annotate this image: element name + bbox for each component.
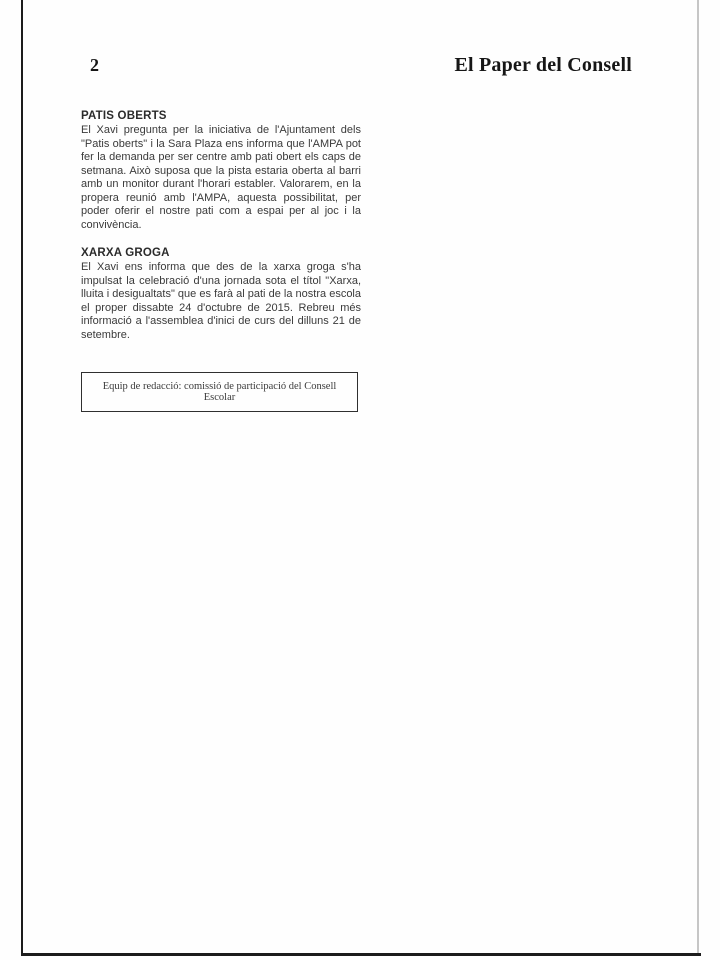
article-column: [81, 110, 361, 412]
page-title: El Paper del Consell: [454, 54, 632, 76]
page-number: 2: [90, 55, 99, 75]
article-patis-oberts: [81, 110, 361, 232]
article-xarxa-groga: [81, 247, 361, 342]
editorial-credit-box: [81, 372, 358, 412]
article-body: El Xavi ens informa que des de la xarxa groga s'ha impulsat la celebració d'una jornada sota el títol "Xarxa, lluita i desigualtats" que es farà al pati de la nostra escola el proper dissabte 24 d'octubre de 2015. Rebreu més informació a l'assemblea d'inici de curs del dilluns 21 de setembre.: [81, 261, 361, 341]
page-border-bottom: [21, 953, 701, 956]
article-body: El Xavi pregunta per la iniciativa de l'Ajuntament dels "Patis oberts" i la Sara Plaza ens informa que l'AMPA pot fer la demanda per ser centre amb pati obert els caps de setmana. Això suposa que la pista estaria oberta al barri amb un monitor durant l'horari establer. Valorarem, en la propera reunió amb l'AMPA, aquesta possibilitat, per poder oferir el nostre pati com a espai per al joc i la convivència.: [81, 124, 361, 231]
article-heading: XARXA GROGA: [81, 247, 170, 259]
article-heading: PATIS OBERTS: [81, 110, 167, 122]
page-header: [90, 54, 632, 77]
editorial-credit-text: Equip de redacció: comissió de participació del Consell Escolar: [102, 381, 337, 403]
page-border-left: [21, 0, 23, 956]
page-border-right: [697, 0, 699, 953]
